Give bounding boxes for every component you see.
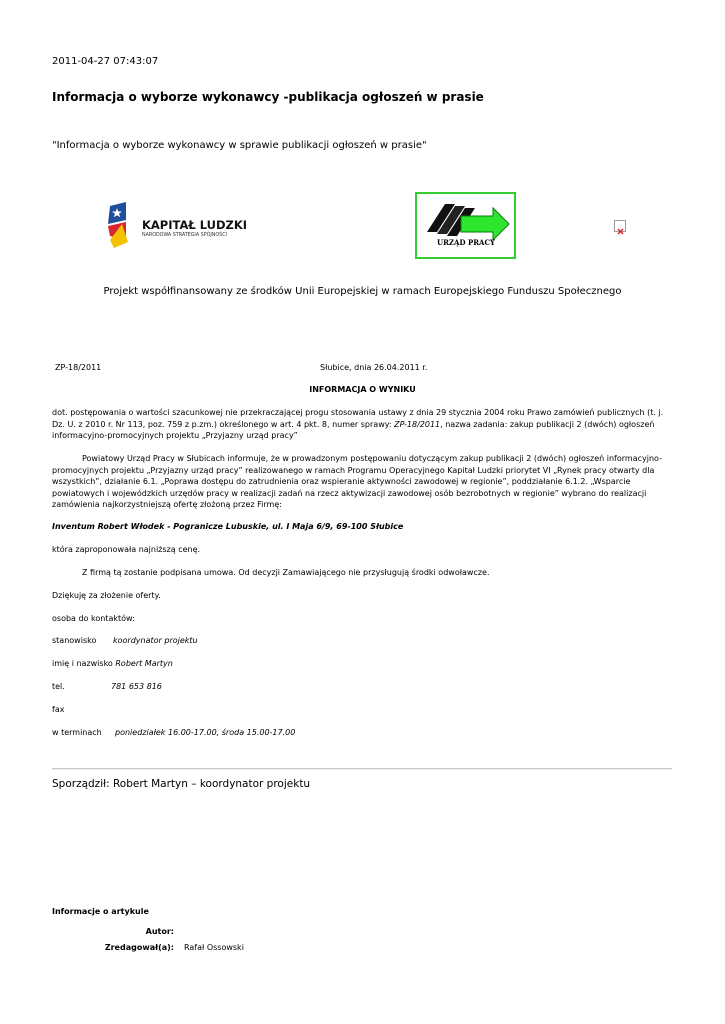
- case-number: ZP-18/2011: [394, 419, 441, 429]
- prepared-by: Sporządził: Robert Martyn – koordynator projektu: [52, 778, 311, 790]
- subtitle-quote: "Informacja o wyborze wykonawcy w sprawie publikacji ogłoszeń w prasie": [52, 140, 427, 151]
- urzad-pracy-label: URZĄD PRACY: [437, 238, 496, 247]
- editor-label: Zredagował(a):: [104, 943, 174, 952]
- contact-row-phone: tel. 781 653 816: [52, 682, 162, 691]
- place-and-date: Słubice, dnia 26.04.2011 r.: [320, 363, 428, 372]
- cofinancing-note: Projekt współfinansowany ze środków Unii Europejskiej w ramach Europejskiego Funduszu Społecznego: [103, 286, 622, 297]
- article-info-heading: Informacje o artykule: [52, 907, 149, 916]
- kapital-ludzki-subtitle: NARODOWA STRATEGIA SPÓJNOŚCI: [142, 233, 227, 238]
- contact-row-name: imię i nazwisko Robert Martyn: [52, 659, 173, 668]
- author-label: Autor:: [145, 927, 174, 936]
- contract-note: Z firmą tą zostanie podpisana umowa. Od decyzji Zamawiającego nie przysługują środki odwoławcze.: [82, 568, 490, 577]
- contact-heading: osoba do kontaktów:: [52, 614, 135, 623]
- timestamp: 2011-04-27 07:43:07: [52, 56, 159, 67]
- urzad-pracy-logo: [415, 192, 516, 259]
- thanks-note: Dziękuję za złożenie oferty.: [52, 591, 161, 600]
- page-title: Informacja o wyborze wykonawcy -publikacja ogłoszeń w prasie: [52, 90, 484, 104]
- kapital-ludzki-logo: [104, 200, 248, 252]
- decision-paragraph: Powiatowy Urząd Pracy w Słubicach informuje, że w prowadzonym postępowaniu dotyczącym zakup publikacji 2 (dwóch) ogłoszeń informacyjno-promocyjnych projektu „Przyjazny urząd pracy” realizowanego w ramach Programu Operacyjnego Kapitał Ludzki priorytet VI „Rynek pracy otwarty dla wszystkich”, działanie 6.1. „Poprawa dostępu do zatrudnienia oraz wspieranie aktywności zawodowej w regionie”, poddziałanie 6.1.2. „Wsparcie powiatowych i wojewódzkich urzędów pracy w realizacji zadań na rzecz aktywizacji zawodowej osób bezrobotnych w regionie” wybrano do realizacji zamówienia najkorzystniejszą ofertę złożoną przez Firmę:: [52, 454, 662, 509]
- urzad-pracy-emblem-icon: [417, 194, 514, 257]
- reference-number: ZP-18/2011: [55, 363, 102, 372]
- contact-row-hours: w terminach poniedziałek 16.00-17.00, środa 15.00-17.00: [52, 728, 296, 737]
- procedure-paragraph: dot. postępowania o wartości szacunkowej nie przekraczającej progu stosowania ustawy z dnia 29 stycznia 2004 roku Prawo zamówień publicznych (t. j. Dz. U. z 2010 r. Nr 113, poz. 759 z p.zm.) określonego w art. 4 pkt. 8, numer sprawy: ZP-18/2011, nazwa zadania: zakup publikacji 2 (dwóch) ogłoszeń informacyjno-promocyjnych projektu „Przyjazny urząd pracy”: [52, 408, 664, 440]
- kapital-ludzki-name: KAPITAŁ LUDZKI: [142, 218, 248, 232]
- winning-company: Inventum Robert Włodek - Pogranicze Lubuskie, ul. I Maja 6/9, 69-100 Słubice: [52, 522, 404, 531]
- contact-row-fax: fax: [52, 705, 65, 714]
- broken-image-icon: [614, 220, 626, 232]
- document-heading: INFORMACJA O WYNIKU: [309, 385, 416, 394]
- editor-value: Rafał Ossowski: [184, 943, 244, 952]
- offer-note: która zaproponowała najniższą cenę.: [52, 545, 201, 554]
- contact-row-position: stanowisko koordynator projektu: [52, 636, 198, 645]
- divider: [52, 768, 672, 770]
